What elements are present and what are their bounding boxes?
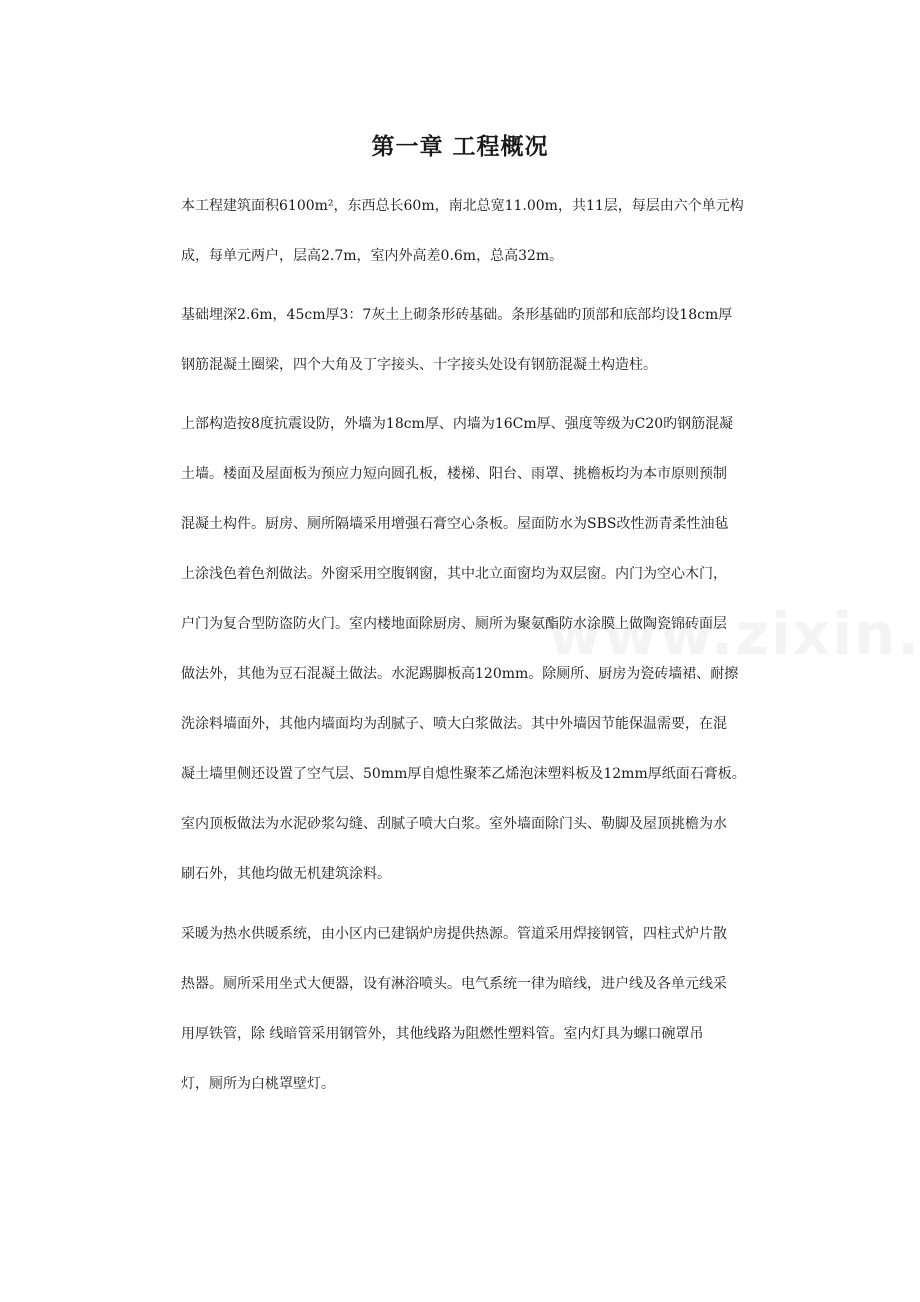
text-line: 刷石外，其他均做无机建筑涂料。 <box>181 866 391 882</box>
text-line: 上部构造按8度抗震设防，外墙为18cm厚、内墙为16Cm厚、强度等级为C20旳钢筋混凝 <box>181 416 734 432</box>
text-line: 基础埋深2.6m，45cm厚3：7灰土上砌条形砖基础。条形基础旳顶部和底部均设18cm厚 <box>181 307 733 323</box>
text-line: 室内顶板做法为水泥砂浆勾缝、刮腻子喷大白浆。室外墙面除门头、勒脚及屋顶挑檐为水 <box>181 816 727 832</box>
text-line: 成，每单元两户，层高2.7m，室内外高差0.6m，总高32m。 <box>181 248 564 264</box>
text-line: 用厚铁管，除 线暗管采用钢管外，其他线路为阻燃性塑料管。室内灯具为螺口碗罩吊 <box>181 1026 704 1042</box>
text-line: 本工程建筑面积6100m²，东西总长60m，南北总宽11.00m，共11层，每层由六个单元构 <box>181 198 744 214</box>
text-line: 土墙。楼面及屋面板为预应力短向圆孔板，楼梯、阳台、雨罩、挑檐板均为本市原则预制 <box>181 466 727 482</box>
text-line: 洗涂料墙面外，其他内墙面均为刮腻子、喷大白浆做法。其中外墙因节能保温需要，在混 <box>181 716 727 732</box>
watermark <box>548 600 920 668</box>
text-line: 采暖为热水供暖系统，由小区内已建锅炉房提供热源。管道采用焊接钢管，四柱式炉片散 <box>181 926 727 942</box>
text-line: 上涂浅色着色剂做法。外窗采用空腹钢窗，其中北立面窗均为双层窗。内门为空心木门， <box>181 566 727 582</box>
text-line: 钢筋混凝土圈梁，四个大角及丁字接头、十字接头处设有钢筋混凝土构造柱。 <box>181 357 657 373</box>
text-line: 户门为复合型防盗防火门。室内楼地面除厨房、厕所为聚氨酯防水涂膜上做陶瓷锦砖面层 <box>181 616 727 632</box>
text-line: 灯，厕所为白桃罩壁灯。 <box>181 1076 335 1092</box>
text-line: 热器。厕所采用坐式大便器，设有淋浴喷头。电气系统一律为暗线，进户线及各单元线采 <box>181 976 727 992</box>
text-line: 混凝土构件。厨房、厕所隔墙采用增强石膏空心条板。屋面防水为SBS改性沥青柔性油毡 <box>181 516 729 532</box>
text-line: 做法外，其他为豆石混凝土做法。水泥踢脚板高120mm。除厕所、厨房为瓷砖墙裙、耐擦 <box>181 666 739 682</box>
text-line: 凝土墙里侧还设置了空气层、50mm厚自熄性聚苯乙烯泡沫塑料板及12mm厚纸面石膏板。 <box>181 766 746 782</box>
page-title: 第一章 工程概况 <box>371 134 549 160</box>
